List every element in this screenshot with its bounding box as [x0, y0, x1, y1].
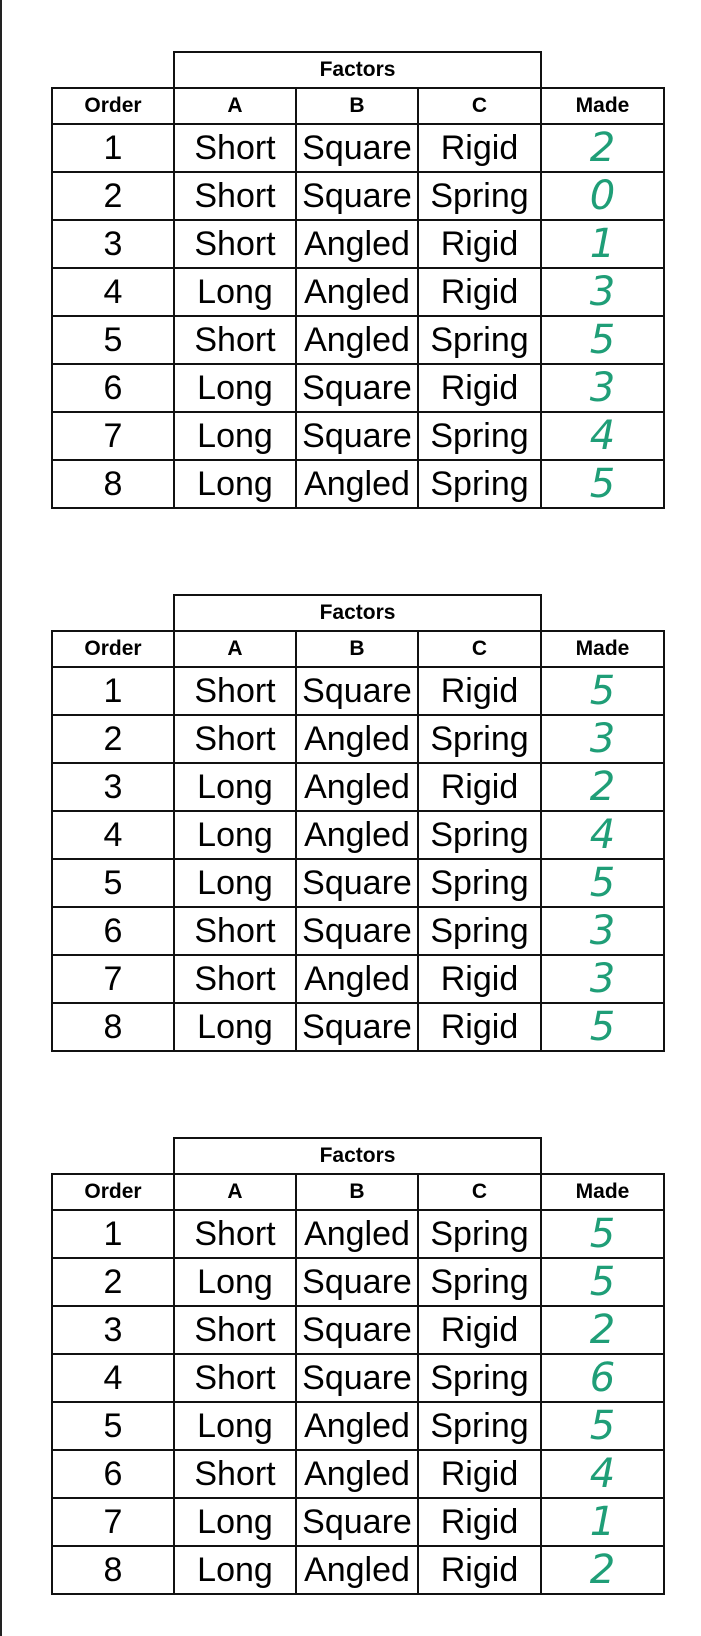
- table-row: [52, 1306, 664, 1354]
- factor-c-cell: Rigid: [418, 763, 541, 811]
- factor-c-cell: Spring: [418, 1210, 541, 1258]
- table-row: [52, 124, 664, 172]
- made-handwritten-cell: 5: [541, 460, 664, 508]
- made-header: Made: [541, 1174, 664, 1210]
- order-cell: 7: [52, 1498, 174, 1546]
- table-row: [52, 763, 664, 811]
- table-row: [52, 220, 664, 268]
- order-cell: 1: [52, 667, 174, 715]
- table-row: [52, 667, 664, 715]
- factors-header-row: [52, 595, 664, 631]
- table-row: [52, 412, 664, 460]
- made-handwritten-cell: 5: [541, 1258, 664, 1306]
- order-header: Order: [52, 1174, 174, 1210]
- order-cell: 3: [52, 220, 174, 268]
- factor-c-cell: Spring: [418, 1354, 541, 1402]
- factor-b-cell: Angled: [296, 811, 418, 859]
- order-cell: 1: [52, 1210, 174, 1258]
- made-handwritten-cell: 5: [541, 1003, 664, 1051]
- factor-b-cell: Square: [296, 124, 418, 172]
- made-handwritten-cell: 2: [541, 763, 664, 811]
- factor-a-cell: Long: [174, 763, 296, 811]
- made-handwritten-cell: 3: [541, 268, 664, 316]
- factor-c-cell: Rigid: [418, 1498, 541, 1546]
- table-row: [52, 1402, 664, 1450]
- factor-c-cell: Spring: [418, 859, 541, 907]
- factor-b-cell: Square: [296, 667, 418, 715]
- order-cell: 4: [52, 1354, 174, 1402]
- factor-b-cell: Square: [296, 1354, 418, 1402]
- order-cell: 5: [52, 1402, 174, 1450]
- factor-b-cell: Square: [296, 364, 418, 412]
- factor-c-cell: Spring: [418, 460, 541, 508]
- factor-b-cell: Square: [296, 907, 418, 955]
- design-table-3: [51, 1137, 663, 1595]
- table-row: [52, 1498, 664, 1546]
- table-row: [52, 364, 664, 412]
- factor-b-cell: Angled: [296, 220, 418, 268]
- factor-b-cell: Angled: [296, 1450, 418, 1498]
- order-cell: 4: [52, 811, 174, 859]
- factor-c-cell: Spring: [418, 907, 541, 955]
- table-row: [52, 1354, 664, 1402]
- made-handwritten-cell: 5: [541, 1210, 664, 1258]
- page-left-border: [0, 0, 2, 1636]
- factors-header: Factors: [174, 1138, 541, 1174]
- factor-a-cell: Long: [174, 1498, 296, 1546]
- factor-b-cell: Square: [296, 1003, 418, 1051]
- table-row: [52, 907, 664, 955]
- factor-b-cell: Angled: [296, 1546, 418, 1594]
- factor-a-cell: Long: [174, 1402, 296, 1450]
- factor-c-cell: Rigid: [418, 220, 541, 268]
- made-handwritten-cell: 3: [541, 715, 664, 763]
- table-row: [52, 268, 664, 316]
- factor-c-cell: Rigid: [418, 1546, 541, 1594]
- factor-a-cell: Short: [174, 124, 296, 172]
- factor-a-cell: Long: [174, 268, 296, 316]
- factor-b-cell: Square: [296, 412, 418, 460]
- order-header: Order: [52, 631, 174, 667]
- table-row: [52, 811, 664, 859]
- table-row: [52, 1450, 664, 1498]
- order-cell: 6: [52, 364, 174, 412]
- factor-c-cell: Spring: [418, 715, 541, 763]
- table: [51, 1137, 665, 1595]
- factor-a-cell: Short: [174, 1210, 296, 1258]
- factors-header: Factors: [174, 52, 541, 88]
- table-row: [52, 859, 664, 907]
- factor-b-cell: Angled: [296, 316, 418, 364]
- column-header-row: [52, 631, 664, 667]
- factor-b-cell: Angled: [296, 955, 418, 1003]
- factor-a-cell: Long: [174, 859, 296, 907]
- made-handwritten-cell: 5: [541, 316, 664, 364]
- order-cell: 5: [52, 316, 174, 364]
- column-header-row: [52, 88, 664, 124]
- factor-b-cell: Square: [296, 859, 418, 907]
- order-cell: 1: [52, 124, 174, 172]
- factor-c-cell: Spring: [418, 316, 541, 364]
- factor-b-cell: Angled: [296, 763, 418, 811]
- order-cell: 8: [52, 460, 174, 508]
- factor-b-cell: Angled: [296, 460, 418, 508]
- factor-a-header: A: [174, 88, 296, 124]
- table-row: [52, 1003, 664, 1051]
- column-header-row: [52, 1174, 664, 1210]
- made-handwritten-cell: 4: [541, 412, 664, 460]
- table: [51, 51, 665, 509]
- made-handwritten-cell: 2: [541, 1546, 664, 1594]
- factor-c-cell: Spring: [418, 172, 541, 220]
- factor-b-header: B: [296, 631, 418, 667]
- factor-a-cell: Short: [174, 172, 296, 220]
- factor-a-header: A: [174, 1174, 296, 1210]
- factor-b-cell: Square: [296, 1306, 418, 1354]
- order-cell: 2: [52, 1258, 174, 1306]
- factor-a-cell: Long: [174, 1546, 296, 1594]
- factor-c-cell: Rigid: [418, 955, 541, 1003]
- order-cell: 2: [52, 172, 174, 220]
- table-row: [52, 316, 664, 364]
- order-cell: 5: [52, 859, 174, 907]
- factor-b-cell: Angled: [296, 1210, 418, 1258]
- factor-c-cell: Rigid: [418, 667, 541, 715]
- table-row: [52, 460, 664, 508]
- factor-c-cell: Rigid: [418, 268, 541, 316]
- made-handwritten-cell: 1: [541, 1498, 664, 1546]
- order-cell: 6: [52, 907, 174, 955]
- order-cell: 6: [52, 1450, 174, 1498]
- factor-c-cell: Rigid: [418, 1306, 541, 1354]
- factor-c-cell: Rigid: [418, 1003, 541, 1051]
- factors-header-row: [52, 1138, 664, 1174]
- factor-b-header: B: [296, 88, 418, 124]
- factor-a-cell: Short: [174, 907, 296, 955]
- factors-header-row: [52, 52, 664, 88]
- factor-b-cell: Square: [296, 1258, 418, 1306]
- factor-a-header: A: [174, 631, 296, 667]
- order-cell: 7: [52, 412, 174, 460]
- factor-a-cell: Short: [174, 220, 296, 268]
- made-handwritten-cell: 4: [541, 811, 664, 859]
- order-cell: 3: [52, 763, 174, 811]
- factor-c-cell: Spring: [418, 1258, 541, 1306]
- factor-c-cell: Spring: [418, 811, 541, 859]
- factor-c-header: C: [418, 88, 541, 124]
- factor-b-cell: Square: [296, 172, 418, 220]
- made-handwritten-cell: 5: [541, 1402, 664, 1450]
- factor-a-cell: Long: [174, 1003, 296, 1051]
- factor-a-cell: Long: [174, 364, 296, 412]
- made-handwritten-cell: 4: [541, 1450, 664, 1498]
- factor-a-cell: Long: [174, 460, 296, 508]
- order-cell: 7: [52, 955, 174, 1003]
- made-handwritten-cell: 1: [541, 220, 664, 268]
- factor-c-header: C: [418, 631, 541, 667]
- factor-a-cell: Short: [174, 316, 296, 364]
- made-handwritten-cell: 5: [541, 667, 664, 715]
- order-cell: 4: [52, 268, 174, 316]
- made-header: Made: [541, 631, 664, 667]
- factor-a-cell: Short: [174, 1450, 296, 1498]
- made-handwritten-cell: 2: [541, 1306, 664, 1354]
- table-row: [52, 1258, 664, 1306]
- factor-b-cell: Angled: [296, 715, 418, 763]
- order-cell: 3: [52, 1306, 174, 1354]
- factor-a-cell: Short: [174, 955, 296, 1003]
- factors-header: Factors: [174, 595, 541, 631]
- made-header: Made: [541, 88, 664, 124]
- factor-a-cell: Short: [174, 715, 296, 763]
- factor-b-cell: Angled: [296, 1402, 418, 1450]
- design-table-2: [51, 594, 663, 1052]
- factor-c-cell: Spring: [418, 1402, 541, 1450]
- factor-a-cell: Short: [174, 667, 296, 715]
- factor-c-cell: Spring: [418, 412, 541, 460]
- made-handwritten-cell: 3: [541, 955, 664, 1003]
- factor-a-cell: Short: [174, 1354, 296, 1402]
- order-cell: 8: [52, 1546, 174, 1594]
- made-handwritten-cell: 5: [541, 859, 664, 907]
- factor-c-header: C: [418, 1174, 541, 1210]
- made-handwritten-cell: 6: [541, 1354, 664, 1402]
- order-cell: 8: [52, 1003, 174, 1051]
- order-header: Order: [52, 88, 174, 124]
- made-handwritten-cell: 2: [541, 124, 664, 172]
- table-row: [52, 955, 664, 1003]
- factor-a-cell: Short: [174, 1306, 296, 1354]
- order-cell: 2: [52, 715, 174, 763]
- factor-c-cell: Rigid: [418, 364, 541, 412]
- factor-b-cell: Angled: [296, 268, 418, 316]
- table-row: [52, 1210, 664, 1258]
- made-handwritten-cell: 0: [541, 172, 664, 220]
- table-row: [52, 172, 664, 220]
- factor-a-cell: Long: [174, 412, 296, 460]
- factor-b-header: B: [296, 1174, 418, 1210]
- factor-c-cell: Rigid: [418, 1450, 541, 1498]
- factor-c-cell: Rigid: [418, 124, 541, 172]
- design-table-1: [51, 51, 663, 509]
- made-handwritten-cell: 3: [541, 364, 664, 412]
- table: [51, 594, 665, 1052]
- factor-a-cell: Long: [174, 811, 296, 859]
- made-handwritten-cell: 3: [541, 907, 664, 955]
- factor-b-cell: Square: [296, 1498, 418, 1546]
- table-row: [52, 715, 664, 763]
- table-row: [52, 1546, 664, 1594]
- factor-a-cell: Long: [174, 1258, 296, 1306]
